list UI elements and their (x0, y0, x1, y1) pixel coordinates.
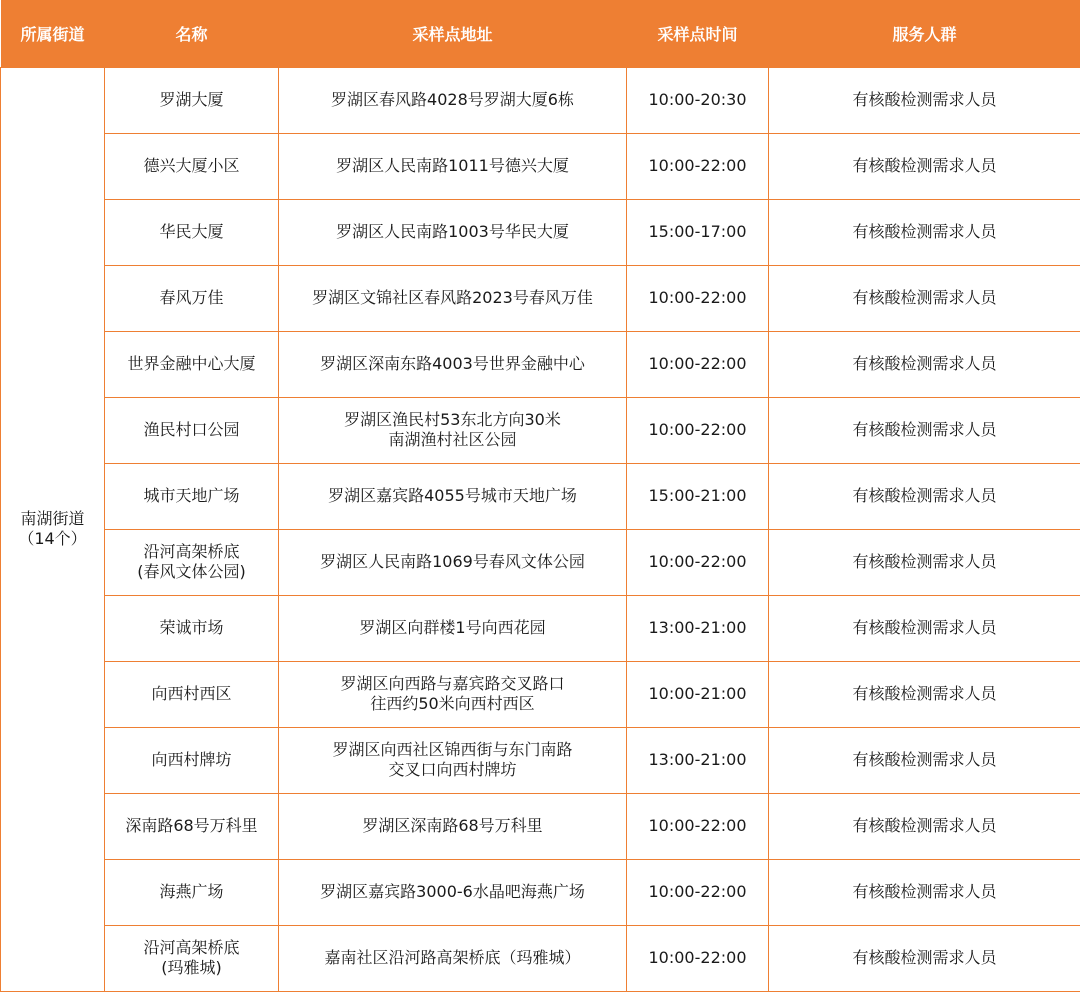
site-time-cell: 15:00-21:00 (627, 463, 769, 529)
table-row (1, 793, 1080, 859)
site-time-cell: 10:00-22:00 (627, 529, 769, 595)
site-time-cell: 13:00-21:00 (627, 727, 769, 793)
site-time-cell: 13:00-21:00 (627, 595, 769, 661)
site-address-cell: 罗湖区嘉宾路4055号城市天地广场 (279, 463, 627, 529)
site-time-cell: 10:00-22:00 (627, 133, 769, 199)
service-group-cell: 有核酸检测需求人员 (769, 925, 1080, 991)
table-row (1, 859, 1080, 925)
site-name-cell: 世界金融中心大厦 (105, 331, 279, 397)
site-name-cell: 春风万佳 (105, 265, 279, 331)
table-row (1, 331, 1080, 397)
service-group-cell: 有核酸检测需求人员 (769, 727, 1080, 793)
service-group-cell: 有核酸检测需求人员 (769, 265, 1080, 331)
site-name-cell: 罗湖大厦 (105, 67, 279, 133)
site-name-cell: 向西村牌坊 (105, 727, 279, 793)
table-row (1, 595, 1080, 661)
site-name-cell: 城市天地广场 (105, 463, 279, 529)
table-row (1, 463, 1080, 529)
header-time: 采样点时间 (627, 0, 769, 67)
site-name-cell: 德兴大厦小区 (105, 133, 279, 199)
site-name-cell: 荣诚市场 (105, 595, 279, 661)
site-address-cell: 罗湖区人民南路1011号德兴大厦 (279, 133, 627, 199)
table-row (1, 133, 1080, 199)
site-time-cell: 10:00-20:30 (627, 67, 769, 133)
header-address: 采样点地址 (279, 0, 627, 67)
table-row (1, 199, 1080, 265)
site-address-cell: 罗湖区向西社区锦西街与东门南路 交叉口向西村牌坊 (279, 727, 627, 793)
table-header-row (1, 0, 1080, 67)
service-group-cell: 有核酸检测需求人员 (769, 397, 1080, 463)
header-name: 名称 (105, 0, 279, 67)
table-row (1, 265, 1080, 331)
service-group-cell: 有核酸检测需求人员 (769, 661, 1080, 727)
service-group-cell: 有核酸检测需求人员 (769, 133, 1080, 199)
site-time-cell: 15:00-17:00 (627, 199, 769, 265)
site-address-cell: 罗湖区嘉宾路3000-6水晶吧海燕广场 (279, 859, 627, 925)
site-time-cell: 10:00-22:00 (627, 265, 769, 331)
site-time-cell: 10:00-21:00 (627, 661, 769, 727)
site-address-cell: 罗湖区深南东路4003号世界金融中心 (279, 331, 627, 397)
site-time-cell: 10:00-22:00 (627, 397, 769, 463)
site-time-cell: 10:00-22:00 (627, 793, 769, 859)
table-row (1, 925, 1080, 991)
site-name-cell: 华民大厦 (105, 199, 279, 265)
site-address-cell: 罗湖区渔民村53东北方向30米 南湖渔村社区公园 (279, 397, 627, 463)
table-row (1, 661, 1080, 727)
site-address-cell: 罗湖区向群楼1号向西花园 (279, 595, 627, 661)
site-name-cell: 沿河高架桥底 (玛雅城) (105, 925, 279, 991)
site-time-cell: 10:00-22:00 (627, 925, 769, 991)
service-group-cell: 有核酸检测需求人员 (769, 595, 1080, 661)
site-name-cell: 向西村西区 (105, 661, 279, 727)
site-address-cell: 罗湖区向西路与嘉宾路交叉路口 往西约50米向西村西区 (279, 661, 627, 727)
service-group-cell: 有核酸检测需求人员 (769, 529, 1080, 595)
service-group-cell: 有核酸检测需求人员 (769, 199, 1080, 265)
site-address-cell: 罗湖区深南路68号万科里 (279, 793, 627, 859)
site-name-cell: 深南路68号万科里 (105, 793, 279, 859)
service-group-cell: 有核酸检测需求人员 (769, 463, 1080, 529)
table-row (1, 529, 1080, 595)
site-name-cell: 海燕广场 (105, 859, 279, 925)
site-name-cell: 渔民村口公园 (105, 397, 279, 463)
site-address-cell: 罗湖区人民南路1003号华民大厦 (279, 199, 627, 265)
service-group-cell: 有核酸检测需求人员 (769, 67, 1080, 133)
service-group-cell: 有核酸检测需求人员 (769, 331, 1080, 397)
table-row (1, 727, 1080, 793)
site-time-cell: 10:00-22:00 (627, 331, 769, 397)
service-group-cell: 有核酸检测需求人员 (769, 859, 1080, 925)
district-cell: 南湖街道 （14个） (1, 67, 105, 991)
table-row (1, 397, 1080, 463)
site-time-cell: 10:00-22:00 (627, 859, 769, 925)
table-row (1, 67, 1080, 133)
site-address-cell: 罗湖区人民南路1069号春风文体公园 (279, 529, 627, 595)
header-service-group: 服务人群 (769, 0, 1080, 67)
header-district: 所属街道 (1, 0, 105, 67)
site-address-cell: 罗湖区文锦社区春风路2023号春风万佳 (279, 265, 627, 331)
site-name-cell: 沿河高架桥底 (春风文体公园) (105, 529, 279, 595)
service-group-cell: 有核酸检测需求人员 (769, 793, 1080, 859)
site-address-cell: 罗湖区春风路4028号罗湖大厦6栋 (279, 67, 627, 133)
site-address-cell: 嘉南社区沿河路高架桥底（玛雅城） (279, 925, 627, 991)
